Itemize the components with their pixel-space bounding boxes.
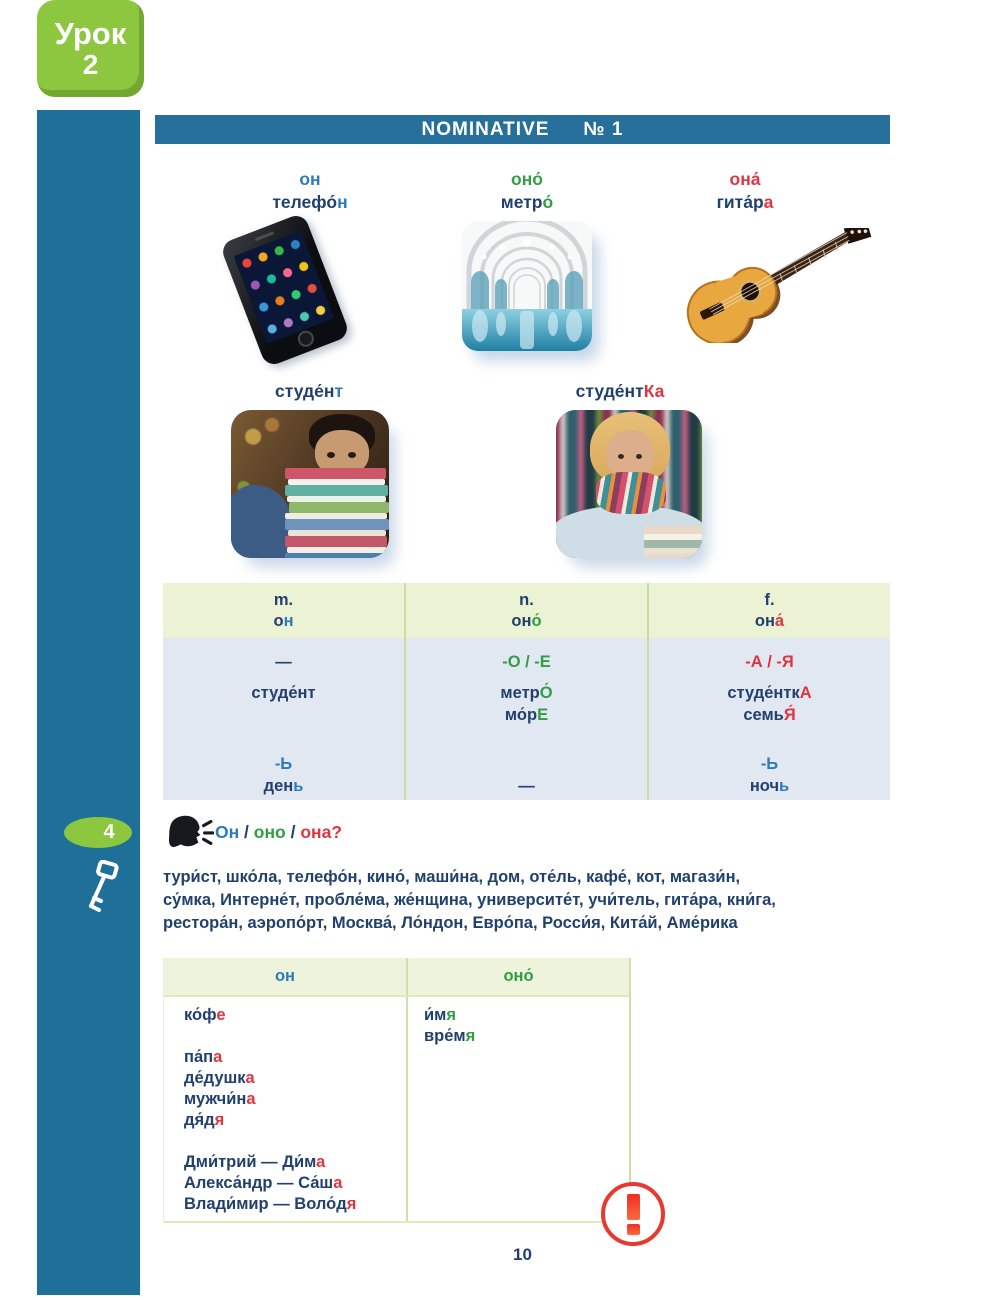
table2-header-it: оно́ [406, 958, 629, 995]
grammar-table [163, 583, 890, 800]
table2-masculine-words: ко́фе па́па де́душка мужчи́на дя́дя Дми́трий — Ди́ма Алекса́ндр — Са́ша Влади́мир — Воло́дя [184, 1006, 357, 1213]
male-student-photo [231, 410, 389, 558]
example-m-1: студе́нт [251, 684, 316, 702]
noun-guitar: гита́ра [716, 192, 774, 212]
classification-table [163, 958, 631, 1223]
section-title-bar [155, 115, 890, 144]
word-list: тури́ст, шко́ла, телефо́н, кино́, маши́на, дом, оте́ль, кафе́, кот, магази́н, су́мка, Интерне́т, пробле́ма, же́нщина, университе́т, учи́тель, гита́ра, кни́га, рестора́н, аэропо́рт, Москва́, Ло́ндон, Евро́па, Росси́я, Кита́й, Аме́рика [163, 868, 776, 932]
example-f-2: семьЯ́ [743, 706, 796, 724]
label-student-male: студе́нт [274, 381, 344, 401]
book-stack [285, 468, 389, 558]
grammar-col-masculine [163, 583, 404, 800]
metro-image [462, 221, 592, 351]
striped-scarf [596, 472, 666, 514]
example-n-2: мо́рЕ [504, 706, 549, 724]
gender-abbrev-m: m. [273, 590, 294, 609]
held-books [644, 526, 702, 558]
lesson-badge-title: Урок [54, 15, 127, 51]
gender-abbrev-f: f. [764, 590, 775, 609]
ending-m: — [275, 653, 292, 671]
soft-example-m: день [263, 777, 304, 795]
exercise-prompt: Он / оно / она? [215, 822, 343, 842]
section-number: № 1 [583, 118, 624, 140]
pronoun-it: оно́ [511, 169, 543, 189]
page-number: 10 [513, 1245, 532, 1264]
soft-example-n: — [518, 777, 535, 795]
section-title: NOMINATIVE [421, 118, 550, 140]
example-f-1: студе́нткА [727, 684, 812, 702]
noun-metro: метро́ [500, 192, 554, 212]
lesson-badge [37, 0, 144, 97]
exclamation-icon [601, 1182, 665, 1246]
example-n-1: метрО́ [500, 684, 553, 702]
example-m-2 [163, 704, 404, 726]
gender-col-feminine [630, 168, 860, 214]
soft-example-f: ночь [749, 777, 790, 795]
speaking-icon [164, 813, 214, 855]
ending-n: -О / -Е [502, 653, 551, 671]
exercise-number-badge [64, 817, 132, 848]
sidebar-rail [37, 110, 140, 1295]
pronoun-he: он [299, 169, 321, 189]
label-student-female: студе́нтКа [575, 381, 665, 401]
gender-pronoun-f: она́ [754, 611, 785, 630]
gender-abbrev-n: n. [519, 590, 534, 609]
soft-sign-f: -Ь [760, 755, 779, 773]
metro-arches-graphic [462, 221, 592, 351]
guitar-image [662, 228, 887, 343]
gender-pronoun-n: оно́ [511, 611, 542, 630]
soft-sign-m: -Ь [274, 755, 293, 773]
table2-neuter-words: и́мя вре́мя [406, 997, 629, 1221]
guitar-graphic [662, 228, 887, 343]
exercise-number: 4 [103, 821, 115, 843]
noun-telephone: телефо́н [272, 192, 348, 212]
gender-col-masculine [195, 168, 425, 214]
female-student-photo [556, 410, 702, 558]
soft-sign-n [406, 753, 647, 775]
lesson-badge-number: 2 [82, 49, 99, 81]
phone-image [219, 212, 350, 367]
table2-header-he: он [274, 967, 296, 985]
pronoun-she: она́ [729, 169, 761, 189]
gender-pronoun-m: он [273, 611, 294, 630]
grammar-col-neuter [404, 583, 647, 800]
ending-f: -А / -Я [745, 653, 794, 671]
gender-col-neuter [412, 168, 642, 214]
key-icon [78, 860, 126, 920]
grammar-col-feminine [647, 583, 890, 800]
